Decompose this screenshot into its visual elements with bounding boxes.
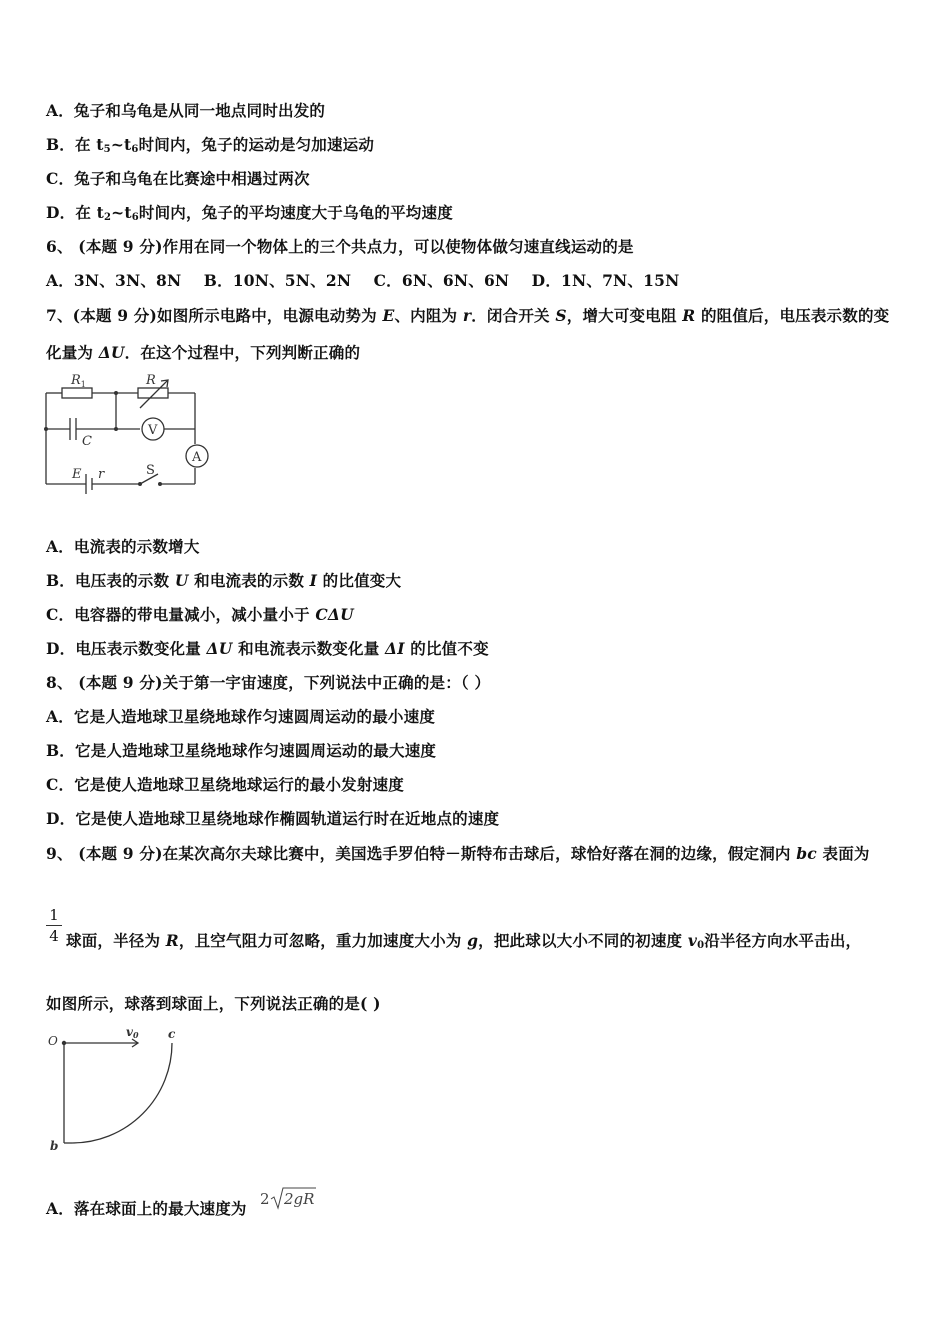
q6-options: A．3N、3N、8N B．10N、5N、2N C．6N、6N、6N D．1N、7N、15N (46, 271, 680, 290)
q9-stem-line1: 9、 (本题 9 分)在某次高尔夫球比赛中，美国选手罗伯特－斯特布击球后，球恰好落在洞的边缘，假定洞内 bc 表面为 (46, 844, 870, 863)
q5-option-d: D．在 $t_2\sim t_6$时间内，兔子的平均速度大于乌龟的平均速度 (46, 203, 453, 223)
sqrt-expression (258, 1184, 322, 1212)
q7-stem-line1: 7、(本题 9 分)如图所示电路中，电源电动势为 E、内阻为 r．闭合开关 S，增大可变电阻 R 的阻值后，电压表示数的变 (46, 306, 890, 325)
point-o-label: O (48, 1034, 58, 1048)
ammeter-label: A (192, 450, 202, 465)
q7-option-c: C．电容器的带电量减小，减小量小于 CΔU (46, 605, 354, 624)
svg-text:2: 2 (260, 1190, 270, 1208)
q8-stem: 8、 (本题 9 分)关于第一宇宙速度，下列说法中正确的是：（ ） (46, 673, 491, 692)
label-c: C (82, 434, 92, 449)
q5-option-a: A．兔子和乌龟是从同一地点同时出发的 (46, 101, 326, 120)
q9-stem-line3: 如图所示，球落到球面上，下列说法正确的是( ) (46, 994, 381, 1013)
v0-label: v0 (126, 1025, 139, 1040)
q7-stem-line2: 化量为 ΔU．在这个过程中，下列判断正确的 (46, 343, 361, 362)
q9-stem-line2: 球面，半径为 R，且空气阻力可忽略，重力加速度大小为 g，把此球以大小不同的初速度 $v_0$沿半径方向水平击出， (66, 931, 862, 951)
golf-hole-diagram (44, 1022, 189, 1157)
q5-option-b: B．在 $t_5\sim t_6$时间内，兔子的运动是匀加速运动 (46, 135, 375, 155)
svg-text:2gR: 2gR (284, 1190, 315, 1208)
circuit-diagram (40, 370, 225, 495)
label-e: E (72, 467, 82, 482)
label-r: R (146, 373, 156, 388)
q7-option-b: B．电压表的示数 U 和电流表的示数 I 的比值变大 (46, 571, 402, 590)
fraction-quarter: 1 4 (46, 906, 62, 945)
q8-option-d: D．它是使人造地球卫星绕地球作椭圆轨道运行时在近地点的速度 (46, 809, 500, 828)
label-r-internal: r (98, 467, 105, 482)
q7-option-a: A．电流表的示数增大 (46, 537, 200, 556)
voltmeter-label: V (148, 423, 158, 438)
q5-option-c: C．兔子和乌龟在比赛途中相遇过两次 (46, 169, 310, 188)
label-r1: $R_1$ (71, 373, 86, 389)
label-s: S (146, 463, 155, 478)
q6-stem: 6、 (本题 9 分)作用在同一个物体上的三个共点力，可以使物体做匀速直线运动的是 (46, 237, 634, 256)
q7-option-d: D．电压表示数变化量 ΔU 和电流表示数变化量 ΔI 的比值不变 (46, 639, 489, 658)
point-c-label: c (168, 1027, 176, 1041)
q9-option-a: A．落在球面上的最大速度为 (46, 1199, 247, 1218)
q8-option-b: B．它是人造地球卫星绕地球作匀速圆周运动的最大速度 (46, 741, 437, 760)
q8-option-a: A．它是人造地球卫星绕地球作匀速圆周运动的最小速度 (46, 707, 436, 726)
q8-option-c: C．它是使人造地球卫星绕地球运行的最小发射速度 (46, 775, 404, 794)
point-b-label: b (50, 1139, 59, 1153)
